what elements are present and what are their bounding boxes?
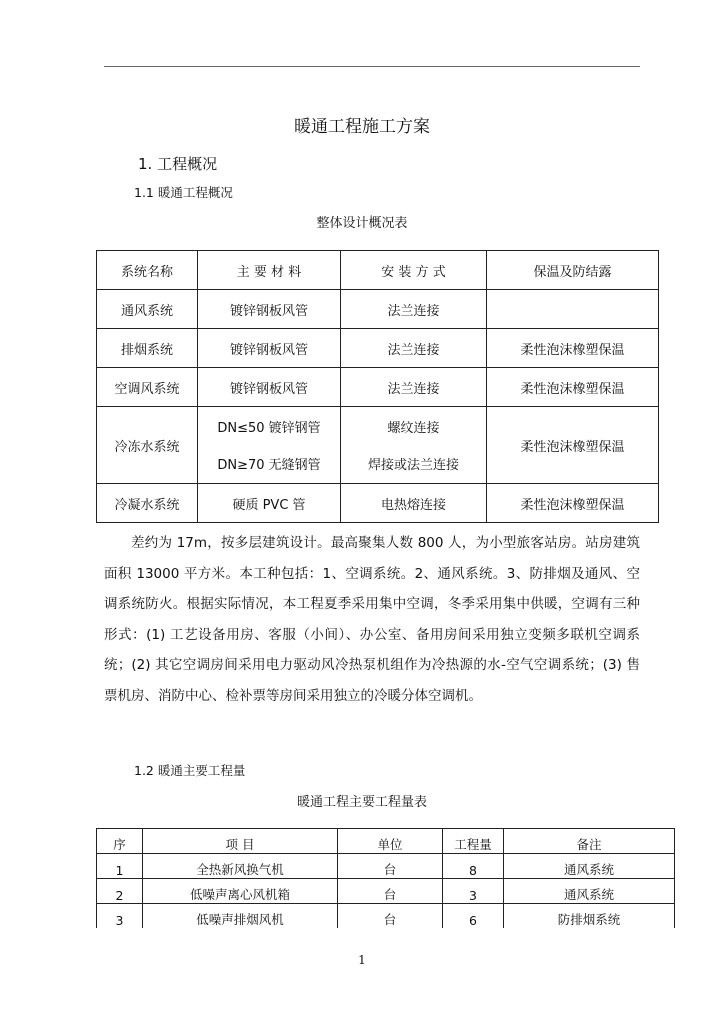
- system-cell: 冷冻水系统: [97, 407, 198, 484]
- item-cell: 低噪声离心风机箱: [143, 879, 338, 904]
- index-cell: 3: [97, 904, 143, 929]
- install-cell: [341, 407, 487, 484]
- install-cell: 电热熔连接: [341, 484, 487, 523]
- document-title: 暖通工程施工方案: [294, 117, 430, 137]
- quantity-cell: 6: [443, 904, 504, 929]
- material-cell: 硬质 PVC 管: [198, 484, 341, 523]
- table-row: [97, 854, 675, 879]
- material-cell: 镀锌钢板风管: [198, 368, 341, 407]
- table-header-row: [97, 829, 675, 854]
- remark-cell: 通风系统: [504, 879, 675, 904]
- header-cell: 备注: [504, 829, 675, 854]
- remark-cell: 防排烟系统: [504, 904, 675, 929]
- header-cell: 安 装 方 式: [341, 251, 487, 290]
- unit-cell: 台: [338, 854, 443, 879]
- table-row: [97, 879, 675, 904]
- system-cell: 排烟系统: [97, 329, 198, 368]
- insulation-cell: 柔性泡沫橡塑保温: [487, 329, 659, 368]
- header-cell: 项 目: [143, 829, 338, 854]
- header-cell: 序: [97, 829, 143, 854]
- material-cell: 镀锌钢板风管: [198, 329, 341, 368]
- insulation-cell: [487, 290, 659, 329]
- table-row: [97, 484, 659, 523]
- body-paragraph: 差约为 17m，按多层建筑设计。最高聚集人数 800 人，为小型旅客站房。站房建筑面积 13000 平方米。本工种包括：1、空调系统。2、通风系统。3、防排烟及通风、空调系统防火。根据实际情况，本工程夏季采用集中空调，冬季采用集中供暖，空调有三种形式：(1) 工艺设备用房、客服（小间）、办公室、备用房间采用独立变频多联机空调系统；(2) 其它空调房间采用电力驱动风冷热泵机组作为冷热源的水-空气空调系统；(3) 售票机房、消防中心、检补票等房间采用独立的冷暖分体空调机。: [104, 535, 640, 704]
- install-line: 螺纹连接: [387, 421, 440, 436]
- table-row: [97, 329, 659, 368]
- system-cell: 冷凝水系统: [97, 484, 198, 523]
- section-heading-1-2: 1.2 暖通主要工程量: [134, 763, 246, 778]
- system-cell: 空调风系统: [97, 368, 198, 407]
- section-heading-1: 1. 工程概况: [138, 155, 218, 173]
- insulation-cell: 柔性泡沫橡塑保温: [487, 368, 659, 407]
- table-row: [97, 368, 659, 407]
- section-heading-1-1: 1.1 暖通工程概况: [134, 185, 233, 200]
- material-cell: [198, 407, 341, 484]
- header-cell: 工程量: [443, 829, 504, 854]
- item-cell: 全热新风换气机: [143, 854, 338, 879]
- material-cell: 镀锌钢板风管: [198, 290, 341, 329]
- header-cell: 保温及防结露: [487, 251, 659, 290]
- item-cell: 低噪声排烟风机: [143, 904, 338, 929]
- table-row: [97, 904, 675, 929]
- quantity-cell: 8: [443, 854, 504, 879]
- index-cell: 1: [97, 854, 143, 879]
- header-cell: 单位: [338, 829, 443, 854]
- overview-table: [96, 250, 659, 523]
- remark-cell: 通风系统: [504, 854, 675, 879]
- table-row: [97, 407, 659, 484]
- material-line: DN≥70 无缝钢管: [217, 458, 321, 473]
- unit-cell: 台: [338, 879, 443, 904]
- install-cell: 法兰连接: [341, 290, 487, 329]
- insulation-cell: 柔性泡沫橡塑保温: [487, 407, 659, 484]
- material-line: DN≤50 镀锌钢管: [217, 421, 321, 436]
- install-cell: 法兰连接: [341, 329, 487, 368]
- index-cell: 2: [97, 879, 143, 904]
- install-line: 焊接或法兰连接: [367, 458, 459, 473]
- quantity-table: [96, 828, 675, 929]
- insulation-cell: 柔性泡沫橡塑保温: [487, 484, 659, 523]
- table-row: [97, 290, 659, 329]
- table-caption-quantity: 暖通工程主要工程量表: [296, 795, 427, 810]
- install-cell: 法兰连接: [341, 368, 487, 407]
- table-caption-overview: 整体设计概况表: [316, 216, 408, 231]
- header-cell: 系统名称: [97, 251, 198, 290]
- header-cell: 主 要 材 料: [198, 251, 341, 290]
- table-header-row: [97, 251, 659, 290]
- system-cell: 通风系统: [97, 290, 198, 329]
- unit-cell: 台: [338, 904, 443, 929]
- quantity-cell: 3: [443, 879, 504, 904]
- header-rule: [104, 66, 640, 67]
- page-number: 1: [358, 953, 366, 967]
